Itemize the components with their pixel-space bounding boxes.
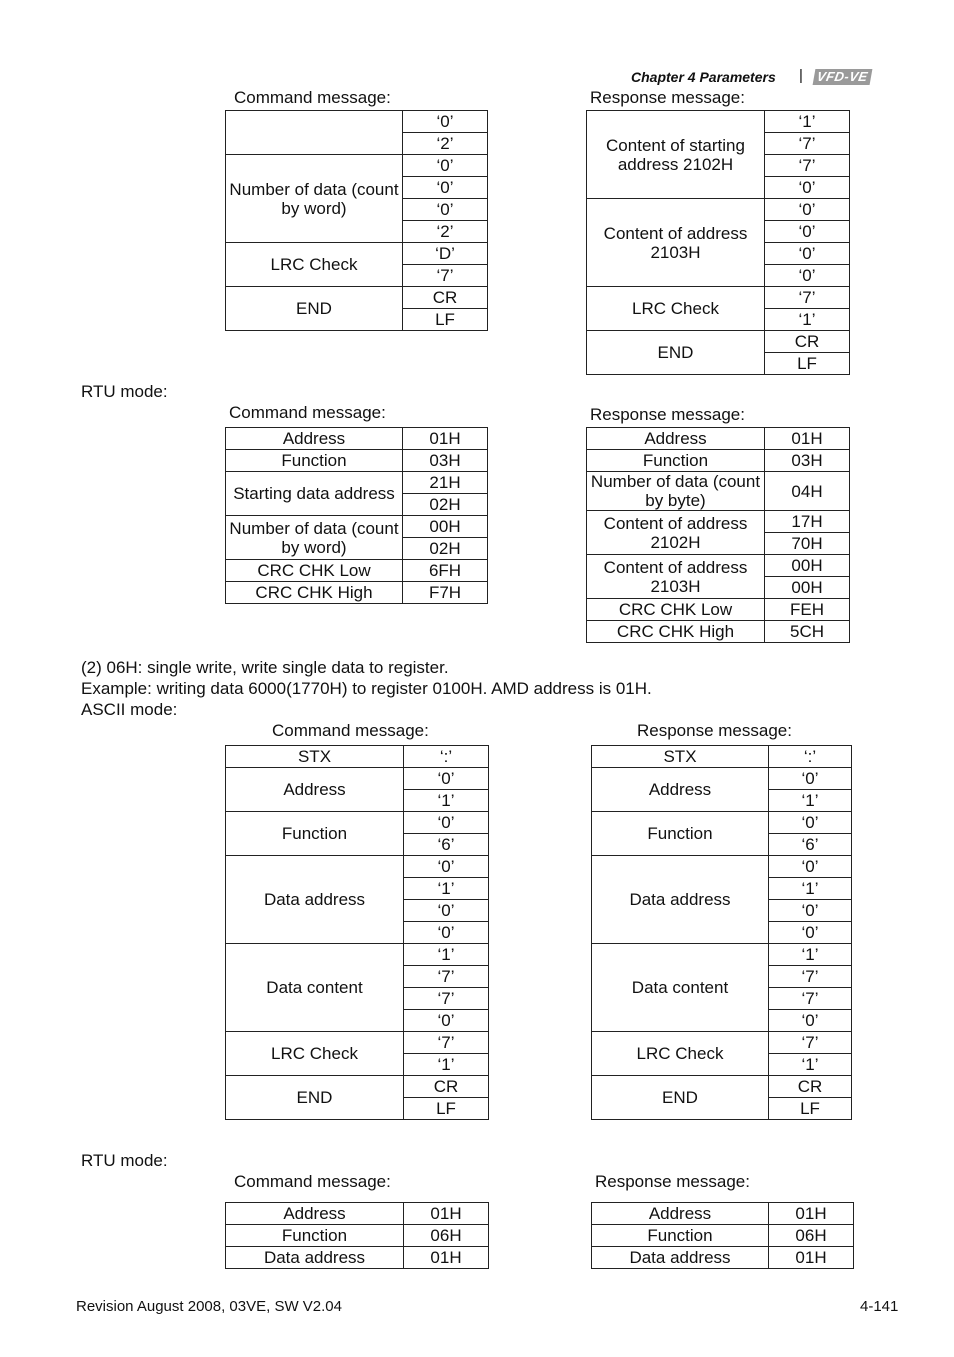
table-row xyxy=(587,621,850,643)
resp-title-rtu-1: Response message: xyxy=(590,405,745,424)
field-value: 00H xyxy=(765,555,850,577)
field-value: 02H xyxy=(403,538,488,560)
table-row xyxy=(587,511,850,533)
field-value: ‘7’ xyxy=(404,966,489,988)
field-value: 70H xyxy=(765,533,850,555)
field-value: ‘7’ xyxy=(765,155,850,177)
field-value: 01H xyxy=(769,1247,854,1269)
field-label: Data address xyxy=(226,856,404,944)
table-row xyxy=(226,287,488,309)
field-value: ‘1’ xyxy=(769,790,852,812)
table-row xyxy=(226,472,488,494)
field-label: END xyxy=(587,331,765,375)
table-row xyxy=(587,199,850,221)
field-value: CR xyxy=(403,287,488,309)
table-row xyxy=(587,555,850,577)
cmd-title-rtu-2: Command message: xyxy=(234,1172,391,1191)
field-value: 06H xyxy=(769,1225,854,1247)
field-value: ‘7’ xyxy=(404,1032,489,1054)
field-label xyxy=(226,111,403,155)
table-row xyxy=(226,1203,489,1225)
field-label: Number of data (count by word) xyxy=(226,516,403,560)
response-table-rtu-1 xyxy=(586,427,850,643)
field-value: 17H xyxy=(765,511,850,533)
field-value: 01H xyxy=(404,1203,489,1225)
field-value: ‘7’ xyxy=(404,988,489,1010)
table-row xyxy=(226,582,488,604)
field-value: 03H xyxy=(765,450,850,472)
field-value: ‘0’ xyxy=(403,177,488,199)
field-value: 21H xyxy=(403,472,488,494)
field-value: ‘0’ xyxy=(403,111,488,133)
field-value: ‘0’ xyxy=(765,177,850,199)
table-row xyxy=(226,155,488,177)
field-value: ‘0’ xyxy=(769,1010,852,1032)
field-value: ‘6’ xyxy=(769,834,852,856)
table-row xyxy=(592,1225,854,1247)
table-row xyxy=(226,243,488,265)
field-value: CR xyxy=(769,1076,852,1098)
field-value: ‘:’ xyxy=(404,746,489,768)
field-value: 03H xyxy=(403,450,488,472)
field-label: Function xyxy=(592,1225,769,1247)
table-row xyxy=(592,1247,854,1269)
field-label: LRC Check xyxy=(592,1032,769,1076)
field-value: F7H xyxy=(403,582,488,604)
field-value: ‘7’ xyxy=(403,265,488,287)
field-label: CRC CHK High xyxy=(226,582,403,604)
field-value: ‘0’ xyxy=(404,900,489,922)
field-value: ‘0’ xyxy=(765,265,850,287)
field-value: 01H xyxy=(404,1247,489,1269)
table-row xyxy=(226,516,488,538)
table-row xyxy=(587,111,850,133)
field-value: ‘0’ xyxy=(403,199,488,221)
field-label: Address xyxy=(592,768,769,812)
field-value: ‘0’ xyxy=(769,812,852,834)
field-value: ‘D’ xyxy=(403,243,488,265)
table-row xyxy=(226,1225,489,1247)
table-row xyxy=(592,1076,852,1098)
field-label: LRC Check xyxy=(226,243,403,287)
table-row xyxy=(226,428,488,450)
ascii-mode-label: ASCII mode: xyxy=(81,700,178,719)
table-row xyxy=(587,599,850,621)
field-value: ‘7’ xyxy=(765,287,850,309)
field-label: Function xyxy=(592,812,769,856)
field-value: FEH xyxy=(765,599,850,621)
field-value: ‘1’ xyxy=(404,878,489,900)
cmd-title-ascii-2: Command message: xyxy=(272,721,429,740)
field-label: CRC CHK Low xyxy=(226,560,403,582)
field-label: Address xyxy=(587,428,765,450)
field-label: Function xyxy=(226,1225,404,1247)
field-value: ‘1’ xyxy=(404,790,489,812)
field-label: LRC Check xyxy=(226,1032,404,1076)
field-label: END xyxy=(226,1076,404,1120)
field-label: Address xyxy=(226,1203,404,1225)
field-value: ‘1’ xyxy=(769,944,852,966)
table-row xyxy=(226,1247,489,1269)
table-row xyxy=(226,560,488,582)
table-row xyxy=(592,768,852,790)
field-label: Data address xyxy=(592,1247,769,1269)
rtu-mode-label-2: RTU mode: xyxy=(81,1151,168,1170)
command-table-rtu-2 xyxy=(225,1202,489,1269)
field-value: ‘1’ xyxy=(769,878,852,900)
field-label: Number of data (count by word) xyxy=(226,155,403,243)
field-value: ‘7’ xyxy=(769,1032,852,1054)
field-value: 5CH xyxy=(765,621,850,643)
field-value: ‘0’ xyxy=(765,221,850,243)
field-label: END xyxy=(592,1076,769,1120)
table-row xyxy=(587,472,850,511)
field-label: Content of address 2103H xyxy=(587,199,765,287)
field-label: Address xyxy=(592,1203,769,1225)
field-label: STX xyxy=(592,746,769,768)
field-label: Data content xyxy=(226,944,404,1032)
table-row xyxy=(226,111,488,133)
table-row xyxy=(587,428,850,450)
field-label: Content of starting address 2102H xyxy=(587,111,765,199)
field-value: ‘2’ xyxy=(403,221,488,243)
table-row xyxy=(226,1076,489,1098)
field-label: Number of data (count by byte) xyxy=(587,472,765,511)
resp-title-rtu-2: Response message: xyxy=(595,1172,750,1191)
resp-title-ascii-1: Response message: xyxy=(590,88,745,107)
field-value: ‘0’ xyxy=(403,155,488,177)
page-number: 4-141 xyxy=(860,1298,899,1315)
field-value: ‘0’ xyxy=(765,243,850,265)
field-value: ‘1’ xyxy=(404,944,489,966)
table-row xyxy=(226,768,489,790)
field-value: ‘7’ xyxy=(769,988,852,1010)
table-row xyxy=(592,746,852,768)
field-label: STX xyxy=(226,746,404,768)
field-value: LF xyxy=(404,1098,489,1120)
field-value: 04H xyxy=(765,472,850,511)
table-row xyxy=(592,944,852,966)
command-table-ascii-2 xyxy=(225,745,489,1120)
table-row xyxy=(592,1203,854,1225)
field-value: ‘7’ xyxy=(765,133,850,155)
field-label: Address xyxy=(226,428,403,450)
table-row xyxy=(587,450,850,472)
field-value: ‘0’ xyxy=(404,922,489,944)
field-value: ‘1’ xyxy=(765,111,850,133)
field-value: ‘0’ xyxy=(765,199,850,221)
field-label: Content of address 2103H xyxy=(587,555,765,599)
field-value: 02H xyxy=(403,494,488,516)
revision-footer: Revision August 2008, 03VE, SW V2.04 xyxy=(76,1298,342,1315)
command-table-rtu-1 xyxy=(225,427,488,604)
field-label: Function xyxy=(226,450,403,472)
field-value: ‘0’ xyxy=(404,768,489,790)
resp-title-ascii-2: Response message: xyxy=(637,721,792,740)
vfd-ve-logo: VFD-VE xyxy=(813,69,872,85)
field-value: 01H xyxy=(765,428,850,450)
response-table-rtu-2 xyxy=(591,1202,854,1269)
field-value: 06H xyxy=(404,1225,489,1247)
field-value: ‘0’ xyxy=(404,856,489,878)
field-value: ‘0’ xyxy=(404,1010,489,1032)
example-text: Example: writing data 6000(1770H) to register 0100H. AMD address is 01H. xyxy=(81,679,652,698)
field-value: CR xyxy=(404,1076,489,1098)
field-label: Data address xyxy=(226,1247,404,1269)
rtu-mode-label-1: RTU mode: xyxy=(81,382,168,401)
table-row xyxy=(226,1032,489,1054)
field-value: 00H xyxy=(403,516,488,538)
field-value: 00H xyxy=(765,577,850,599)
field-value: 01H xyxy=(403,428,488,450)
field-label: Content of address 2102H xyxy=(587,511,765,555)
field-label: Function xyxy=(226,812,404,856)
cmd-title-ascii-1: Command message: xyxy=(234,88,391,107)
field-label: CRC CHK High xyxy=(587,621,765,643)
table-row xyxy=(592,856,852,878)
field-value: CR xyxy=(765,331,850,353)
field-label: LRC Check xyxy=(587,287,765,331)
field-value: ‘1’ xyxy=(404,1054,489,1076)
chapter-title: Chapter 4 Parameters xyxy=(631,69,776,85)
table-row xyxy=(592,812,852,834)
field-value: ‘0’ xyxy=(769,922,852,944)
field-value: LF xyxy=(403,309,488,331)
table-row xyxy=(587,331,850,353)
field-label: END xyxy=(226,287,403,331)
field-value: 6FH xyxy=(403,560,488,582)
field-value: ‘0’ xyxy=(404,812,489,834)
function-06h-heading: (2) 06H: single write, write single data to register. xyxy=(81,658,449,677)
field-label: Data address xyxy=(592,856,769,944)
table-row xyxy=(226,812,489,834)
field-value: ‘7’ xyxy=(769,966,852,988)
field-label: Starting data address xyxy=(226,472,403,516)
table-row xyxy=(226,944,489,966)
command-table-ascii-1 xyxy=(225,110,488,331)
field-value: ‘6’ xyxy=(404,834,489,856)
field-label: Function xyxy=(587,450,765,472)
field-value: 01H xyxy=(769,1203,854,1225)
table-row xyxy=(226,746,489,768)
cmd-title-rtu-1: Command message: xyxy=(229,403,386,422)
field-label: Address xyxy=(226,768,404,812)
table-row xyxy=(587,287,850,309)
table-row xyxy=(226,856,489,878)
header-separator: | xyxy=(799,67,803,84)
table-row xyxy=(592,1032,852,1054)
field-value: ‘:’ xyxy=(769,746,852,768)
field-value: ‘0’ xyxy=(769,900,852,922)
field-value: ‘0’ xyxy=(769,856,852,878)
table-row xyxy=(226,450,488,472)
response-table-ascii-1 xyxy=(586,110,850,375)
field-label: Data content xyxy=(592,944,769,1032)
field-value: LF xyxy=(765,353,850,375)
field-label: CRC CHK Low xyxy=(587,599,765,621)
field-value: LF xyxy=(769,1098,852,1120)
field-value: ‘1’ xyxy=(769,1054,852,1076)
response-table-ascii-2 xyxy=(591,745,852,1120)
field-value: ‘1’ xyxy=(765,309,850,331)
field-value: ‘0’ xyxy=(769,768,852,790)
field-value: ‘2’ xyxy=(403,133,488,155)
